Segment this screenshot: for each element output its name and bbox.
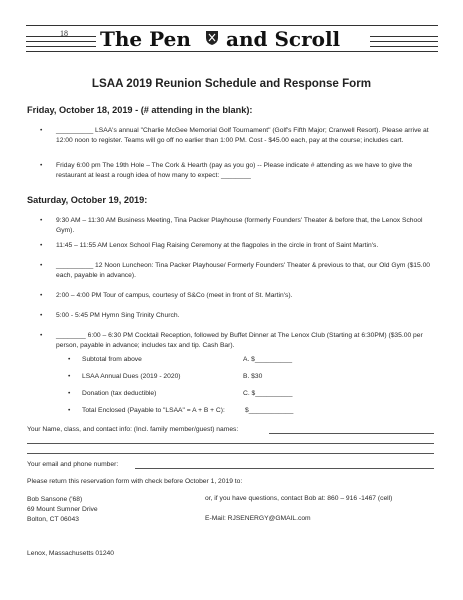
masthead-rule-left-2 (26, 41, 96, 42)
bullet: • (68, 373, 71, 380)
dinner-text: 6:00 – 6:30 PM Cocktail Reception, followed by Buffet Dinner at The Lenox Club (Starting at 6:30PM) ($35.00 per person, payable in advance; includes tax and tip. Cash Bar). (56, 332, 423, 349)
bullet: • (68, 356, 71, 363)
saturday-item-tour: 2:00 – 4:00 PM Tour of campus, courtesy of S&Co (meet in front of St. Martin's). (56, 292, 293, 299)
masthead-title (100, 27, 191, 51)
document-title: LSAA 2019 Reunion Schedule and Response Form (91, 77, 372, 90)
masthead-title-right: and Scroll (226, 27, 341, 51)
total-value-dues: B. $30 (243, 373, 263, 380)
address-line-1: Bob Sansone ('68) (27, 496, 83, 503)
dinner-blank[interactable]: ________ (56, 332, 86, 339)
return-instructions: Please return this reservation form with check before October 1, 2019 to: (27, 478, 243, 485)
email-input-line[interactable] (135, 468, 434, 469)
total-label-enclosed: Total Enclosed (Payable to "LSAA" = A + B + C): (82, 407, 225, 414)
total-label-donation: Donation (tax deductible) (82, 390, 157, 397)
email-address: E-Mail: RJSENERGY@GMAIL.com (205, 515, 311, 522)
email-label: Your email and phone number: (27, 461, 119, 468)
masthead-rule-right-1 (370, 36, 438, 37)
total-label-subtotal: Subtotal from above (82, 356, 142, 363)
saturday-item-luncheon (56, 261, 434, 280)
saturday-item-meeting: 9:30 AM – 11:30 AM Business Meeting, Tina Packer Playhouse (formerly Founders' Theater & before that, the Lenox School Gym). (56, 217, 423, 234)
friday-golf-item (56, 126, 434, 145)
total-value-enclosed[interactable]: $____________ (245, 407, 294, 414)
bullet: • (40, 292, 43, 299)
name-label: Your Name, class, and contact info: (Incl. family member/guest) names: (27, 426, 239, 433)
luncheon-text: 12 Noon Luncheon: Tina Packer Playhouse/ Formerly Founders' Theater & previous to that, our Old Gym ($15.00 each, payable in advance). (56, 262, 431, 279)
luncheon-blank[interactable]: __________ (56, 262, 94, 269)
masthead-rule-right-2 (370, 41, 438, 42)
name-input-line-3[interactable] (27, 453, 434, 454)
name-input-line-1[interactable] (269, 433, 434, 434)
friday-19th-hole-item: Friday 6:00 pm The 19th Hole – The Cork & Hearth (pay as you go) -- Please indicate # attending as we have to give the restaurant at least a rough idea of how many to expect: ________ (56, 162, 413, 179)
golf-blank[interactable]: __________ (56, 127, 94, 134)
questions-contact: or, if you have questions, contact Bob at: 860 – 916 -1467 (cell) (205, 495, 393, 502)
footer-location: Lenox, Massachusetts 01240 (27, 550, 114, 557)
page-number: 18 (60, 29, 68, 38)
bullet: • (68, 407, 71, 414)
address-line-3: Bolton, CT 06043 (27, 516, 79, 523)
bullet: • (68, 390, 71, 397)
masthead-top-rule (26, 25, 438, 26)
masthead-rule-left-3 (26, 46, 96, 47)
crest-icon (205, 30, 219, 46)
bullet: • (40, 262, 43, 269)
bullet: • (40, 242, 43, 249)
bullet: • (40, 127, 43, 134)
address-line-2: 69 Mount Sumner Drive (27, 506, 98, 513)
golf-text: LSAA's annual "Charlie McGee Memorial Golf Tournament" (Golf's Fifth Major; Cranwell Resort). Please arrive at 12:00 noon to register. Teams will go off no earlier than 1:00 PM. Cost - $45.00 each, pay at the course; includes cart. (56, 127, 429, 144)
saturday-item-dinner (56, 331, 434, 350)
total-label-dues: LSAA Annual Dues (2019 - 2020) (82, 373, 181, 380)
masthead-rule-right-3 (370, 46, 438, 47)
bullet: • (40, 312, 43, 319)
masthead-bottom-rule (26, 51, 438, 52)
bullet: • (40, 162, 43, 169)
name-input-line-2[interactable] (27, 443, 434, 444)
total-value-subtotal[interactable]: A. $__________ (243, 356, 293, 363)
friday-heading: Friday, October 18, 2019 - (# attending in the blank): (27, 105, 253, 115)
saturday-heading: Saturday, October 19, 2019: (27, 195, 148, 205)
total-value-donation[interactable]: C. $__________ (243, 390, 293, 397)
masthead-title-left: The Pen (100, 27, 191, 51)
saturday-item-hymn: 5:00 - 5:45 PM Hymn Sing Trinity Church. (56, 312, 180, 319)
masthead-title-right-wrap (226, 27, 340, 51)
bullet: • (40, 217, 43, 224)
saturday-item-flag: 11:45 – 11:55 AM Lenox School Flag Raising Ceremony at the flagpoles in the circle in front of Saint Martin's. (56, 242, 379, 249)
bullet: • (40, 332, 43, 339)
